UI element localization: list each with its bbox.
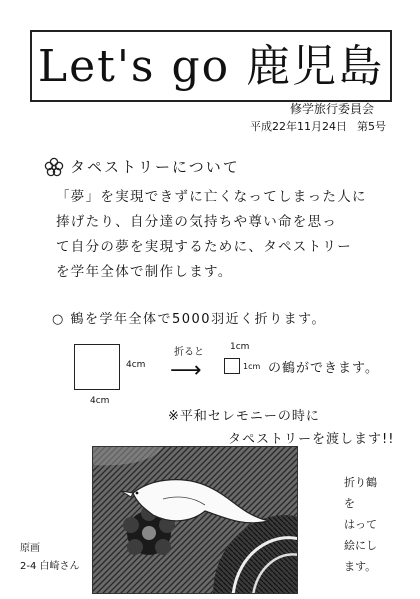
arrow-right-icon: ⟶ xyxy=(170,358,202,383)
issue-number: 第5号 xyxy=(357,120,386,133)
side-note-line: 折り鶴を xyxy=(344,476,377,510)
fold-label: 折ると xyxy=(174,347,204,358)
body-line: を学年全体で制作します。 xyxy=(56,264,233,280)
credit-artist: 2-4 白崎さん xyxy=(20,561,80,572)
note-line: ※平和セレモニーの時に xyxy=(168,409,320,424)
committee-name: 修学旅行委員会 xyxy=(289,102,374,116)
body-line: 捧げたり、自分達の気持ちや尊い命を思っ xyxy=(56,214,338,230)
paper-square-small xyxy=(224,358,240,374)
fold-diagram xyxy=(70,338,400,408)
page-title: Let's go 鹿児島 xyxy=(37,41,385,92)
section-heading-text: タペストリーについて xyxy=(70,158,240,176)
body-line: て自分の夢を実現するために、タペストリー xyxy=(56,239,352,255)
dimension-label: 1cm xyxy=(243,362,261,371)
flower-icon xyxy=(44,157,64,177)
body-paragraph xyxy=(56,185,386,285)
side-note-line: はって xyxy=(344,518,377,531)
crane-artwork-drawing xyxy=(93,447,298,594)
dimension-label: 4cm xyxy=(126,360,146,370)
section-heading xyxy=(44,156,240,177)
bullet-text: 鶴を学年全体で5000羽近く折ります。 xyxy=(70,312,327,327)
side-note xyxy=(344,472,384,577)
issue-date: 平成22年11月24日 xyxy=(250,120,347,133)
artwork-credit xyxy=(20,540,80,576)
date-row xyxy=(250,118,386,134)
bullet-marker: ○ xyxy=(52,312,65,327)
body-line: 「夢」を実現できずに亡くなってしまった人に xyxy=(56,189,367,205)
dimension-label: 1cm xyxy=(230,342,250,352)
bullet-item xyxy=(52,308,326,327)
title-box xyxy=(30,30,392,102)
note-line: タペストリーを渡します!! xyxy=(228,432,395,447)
credit-label: 原画 xyxy=(20,543,40,554)
dimension-label: 4cm xyxy=(90,396,110,406)
diagram-result-text: の鶴ができます。 xyxy=(268,361,379,376)
paper-square-large xyxy=(74,344,120,390)
side-note-line: 絵にします。 xyxy=(344,539,377,573)
crane-artwork-image xyxy=(92,446,298,594)
